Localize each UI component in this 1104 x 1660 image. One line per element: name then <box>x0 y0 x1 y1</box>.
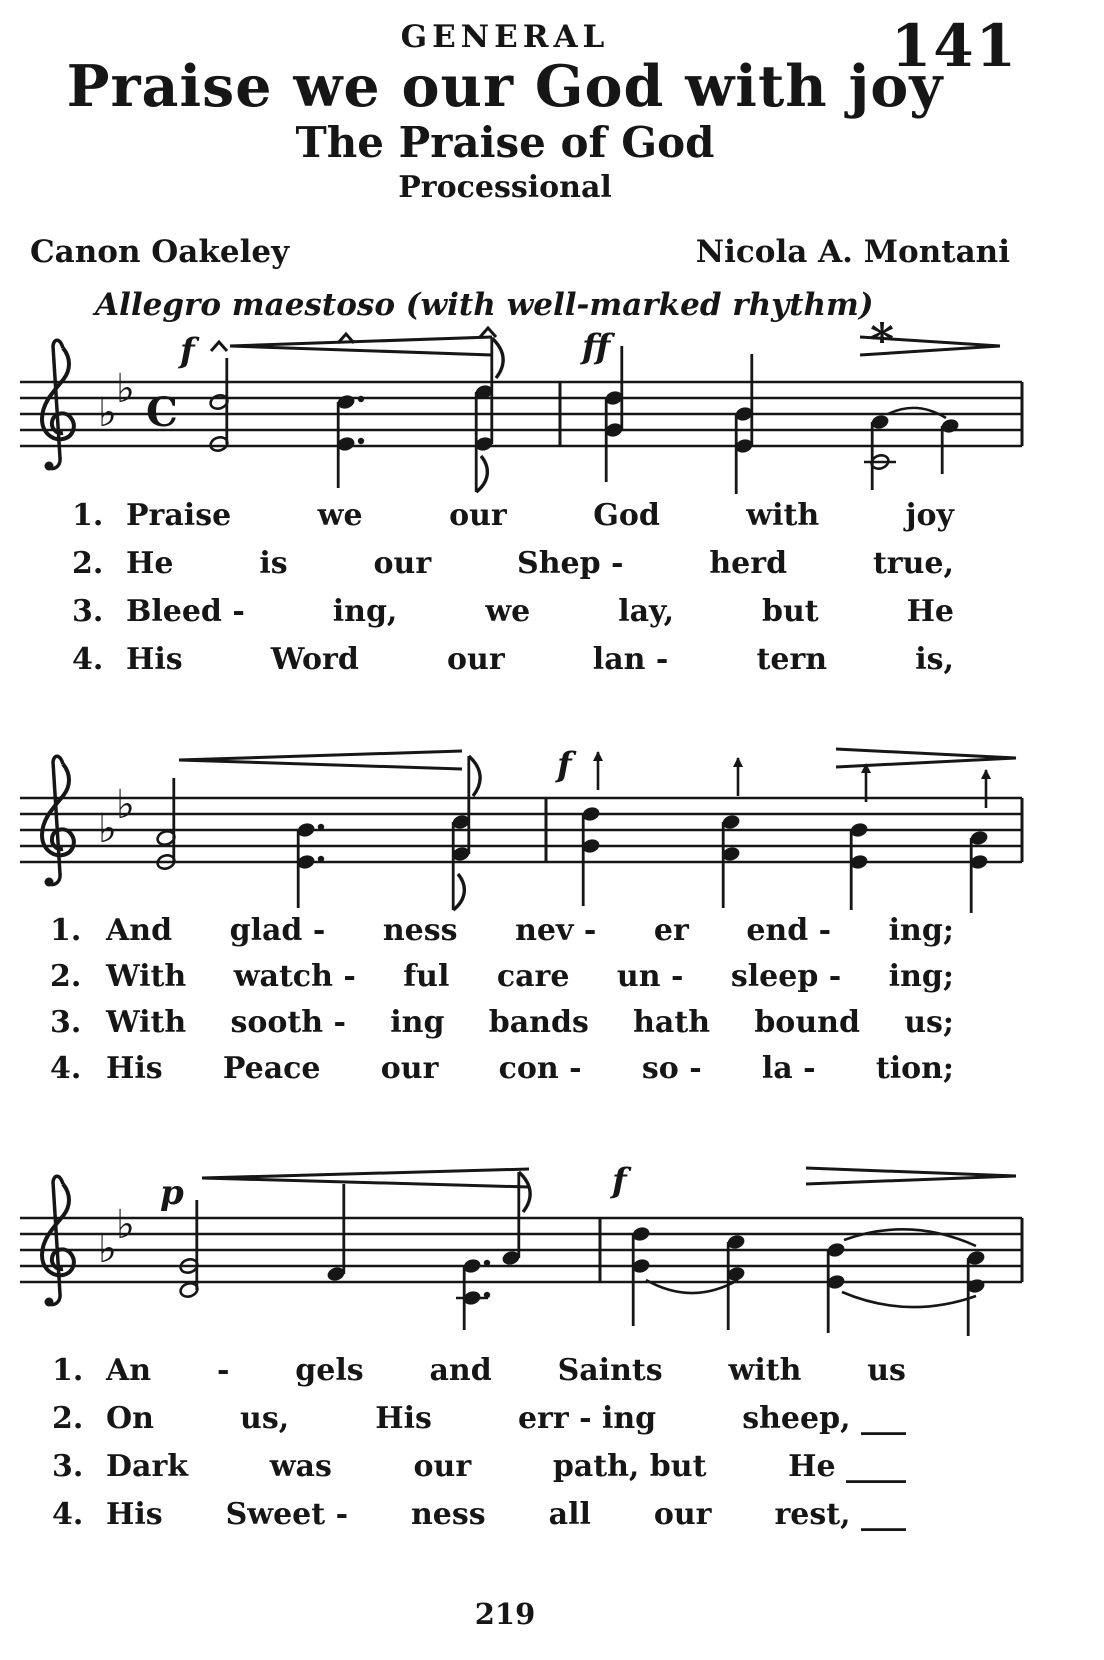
lyric-token: our <box>447 642 505 677</box>
eighth-flag <box>519 1172 530 1212</box>
flat-sign: ♭ <box>98 390 117 436</box>
header <box>0 0 1010 208</box>
tie <box>844 1229 976 1246</box>
lyric-token: rest, ___ <box>774 1497 906 1532</box>
lyric-token: us; <box>904 1005 954 1040</box>
verse-number: 4. <box>72 642 104 677</box>
lyric-token: sooth - <box>230 1005 346 1040</box>
lyric-token: path, but <box>552 1449 707 1484</box>
lyric-token: us, <box>240 1401 290 1436</box>
decrescendo-hairpin <box>836 758 1016 767</box>
dynamic-marking: p <box>160 1173 184 1213</box>
lyric-token: God <box>593 498 660 533</box>
lyric-token: He ____ <box>788 1449 906 1484</box>
lyric-token: with <box>728 1353 802 1388</box>
lyric-token: Praise <box>126 498 232 533</box>
lyric-token: ness <box>382 913 458 948</box>
lyric-token: With <box>106 959 187 994</box>
verse-number: 1. <box>52 1353 84 1388</box>
lyric-token: He <box>126 546 174 581</box>
half-notehead <box>209 435 229 452</box>
augmentation-dot <box>484 1260 490 1266</box>
augmentation-dot <box>484 1292 490 1298</box>
lyric-words <box>126 540 954 588</box>
dynamic-marking: f <box>612 1161 627 1201</box>
flat-sign: ♭ <box>116 782 135 828</box>
section-heading: GENERAL <box>400 19 610 55</box>
lyric-token: is, <box>915 642 954 677</box>
dynamic-marking: f <box>557 745 572 785</box>
lyric-words <box>126 588 954 636</box>
slur <box>842 1292 976 1307</box>
lyric-token: our <box>449 498 507 533</box>
lyric-words <box>106 1347 906 1395</box>
lyric-token: glad - <box>229 913 326 948</box>
lyric-token: lay, <box>618 594 675 629</box>
lyric-words <box>106 954 954 1000</box>
lyric-token: ing, <box>332 594 398 629</box>
treble-clef-icon <box>42 756 74 886</box>
decrescendo-hairpin <box>836 749 1016 758</box>
lyric-token: with <box>746 498 820 533</box>
lyric-token: is <box>259 546 288 581</box>
lyric-token: so - <box>641 1051 702 1086</box>
lyric-token: tion; <box>875 1051 954 1086</box>
lyric-words <box>126 636 954 684</box>
hymn-number: 141 <box>890 12 1018 80</box>
lyric-token: la - <box>761 1051 816 1086</box>
lyric-token: our <box>373 546 432 581</box>
hymn-title: Praise we our God with joy <box>66 53 944 120</box>
lyric-token: Shep - <box>517 546 624 581</box>
lyric-token: He <box>906 594 954 629</box>
verse-number: 3. <box>50 1005 82 1040</box>
lyric-token: un - <box>616 959 684 994</box>
lyric-token: ing; <box>888 959 954 994</box>
eighth-flag <box>476 456 487 492</box>
lyric-token: On <box>106 1401 154 1436</box>
marcato-star-icon: * <box>869 322 895 367</box>
treble-clef-icon <box>42 1176 74 1306</box>
lyric-token: hath <box>633 1005 711 1040</box>
lyric-words <box>126 492 954 540</box>
lyric-token: sheep, ___ <box>742 1401 906 1436</box>
hymn-subtitle: The Praise of God <box>295 118 715 167</box>
lyric-row <box>0 1347 1104 1395</box>
lyric-row <box>0 588 1104 636</box>
half-notehead <box>179 1281 199 1298</box>
lyric-token: bound <box>754 1005 860 1040</box>
augmentation-dot <box>358 438 364 444</box>
lyric-token: Dark <box>106 1449 189 1484</box>
lyric-words <box>106 1000 954 1046</box>
lyric-token: Sweet - <box>225 1497 349 1532</box>
decrescendo-hairpin <box>806 1176 1016 1184</box>
lyric-token: care <box>496 959 570 994</box>
lyric-token: lan - <box>592 642 669 677</box>
lyric-words <box>106 1395 906 1443</box>
lyric-token: we <box>317 498 363 533</box>
lyric-token: sleep - <box>730 959 842 994</box>
lyric-token: con - <box>498 1051 582 1086</box>
lyric-token: our <box>413 1449 472 1484</box>
lyric-token: His <box>126 642 183 677</box>
composer-credit: Nicola A. Montani <box>695 234 1010 270</box>
lyric-row <box>0 1491 1104 1539</box>
lyrics-system-2 <box>0 908 1104 1092</box>
lyric-row <box>0 1395 1104 1443</box>
lyric-token: our <box>380 1051 439 1086</box>
lyric-token: our <box>653 1497 712 1532</box>
flat-sign: ♭ <box>116 1202 135 1248</box>
eighth-flag <box>492 338 503 378</box>
crescendo-hairpin <box>230 337 492 346</box>
lyric-token: Word <box>270 642 359 677</box>
lyric-token: nev - <box>515 913 597 948</box>
verse-number: 3. <box>72 594 104 629</box>
lyric-token: Peace <box>222 1051 321 1086</box>
decrescendo-hairpin <box>806 1168 1016 1176</box>
crescendo-hairpin <box>230 346 492 355</box>
verse-number: 2. <box>72 546 104 581</box>
music-system-1 <box>14 322 1034 517</box>
lyric-token: - <box>216 1353 230 1388</box>
verse-number: 1. <box>50 913 82 948</box>
lyric-token: er <box>653 913 689 948</box>
accent-arrow-icon <box>593 751 603 761</box>
lyric-token: joy <box>905 498 954 533</box>
verse-number: 2. <box>50 959 82 994</box>
byline <box>0 234 1010 270</box>
verse-number: 4. <box>52 1497 84 1532</box>
lyric-token: His <box>106 1051 163 1086</box>
lyric-token: we <box>485 594 531 629</box>
lyric-token: ful <box>403 959 450 994</box>
lyric-row <box>0 492 1104 540</box>
lyric-token: bands <box>488 1005 589 1040</box>
lyric-token: Saints <box>557 1353 663 1388</box>
flat-sign: ♭ <box>98 1226 117 1272</box>
lyric-token: His <box>375 1401 432 1436</box>
lyric-token: watch - <box>233 959 356 994</box>
lyric-token: His <box>106 1497 163 1532</box>
lyric-row <box>0 1046 1104 1092</box>
lyric-token: Bleed - <box>126 594 245 629</box>
verse-number: 3. <box>52 1449 84 1484</box>
lyric-row <box>0 540 1104 588</box>
lyric-words <box>106 908 954 954</box>
music-system-2 <box>14 738 1034 933</box>
accent-arrow-icon <box>733 757 743 767</box>
dynamic-marking: ff <box>582 327 611 367</box>
page-number: 219 <box>474 1597 536 1631</box>
lyric-token: but <box>761 594 819 629</box>
lyric-words <box>106 1443 906 1491</box>
lyric-token: true, <box>872 546 954 581</box>
lyric-token: gels <box>295 1353 364 1388</box>
lyric-row <box>0 1000 1104 1046</box>
crescendo-hairpin <box>179 760 462 769</box>
lyric-token: With <box>106 1005 187 1040</box>
accent-caret-icon <box>211 342 227 351</box>
lyric-token: herd <box>709 546 788 581</box>
eighth-flag <box>469 756 480 796</box>
lyric-token: end - <box>746 913 832 948</box>
lyric-token: ing; <box>888 913 954 948</box>
tempo-marking: Allegro maestoso (with well-marked rhythm) <box>95 287 874 323</box>
lyric-token: and <box>429 1353 492 1388</box>
common-time-signature: C <box>146 389 178 436</box>
lyric-row <box>0 908 1104 954</box>
augmentation-dot <box>358 396 364 402</box>
lyric-row <box>0 636 1104 684</box>
lyric-token: ness <box>411 1497 486 1532</box>
eighth-flag <box>453 874 464 910</box>
hymn-category: Processional <box>398 170 612 205</box>
crescendo-hairpin <box>179 751 462 760</box>
crescendo-hairpin <box>202 1169 529 1178</box>
verse-number: 4. <box>50 1051 82 1086</box>
treble-clef-icon <box>42 340 74 470</box>
author-credit: Canon Oakeley <box>30 234 290 270</box>
lyric-token: ing <box>390 1005 445 1040</box>
augmentation-dot <box>318 856 324 862</box>
lyric-words <box>106 1491 906 1539</box>
lyric-token: An <box>106 1353 152 1388</box>
lyric-token: tern <box>756 642 828 677</box>
verse-number: 2. <box>52 1401 84 1436</box>
lyric-token: err - ing <box>517 1401 657 1436</box>
flat-sign: ♭ <box>116 366 135 412</box>
flat-sign: ♭ <box>98 806 117 852</box>
lyric-token: And <box>106 913 173 948</box>
lyrics-system-1 <box>0 492 1104 684</box>
lyric-token: us <box>867 1353 906 1388</box>
dynamic-marking: f <box>180 331 195 371</box>
music-system-3 <box>14 1158 1034 1363</box>
augmentation-dot <box>318 824 324 830</box>
crescendo-hairpin <box>202 1178 529 1187</box>
lyric-token: all <box>548 1497 591 1532</box>
lyric-row <box>0 1443 1104 1491</box>
lyric-token: was <box>269 1449 332 1484</box>
lyric-row <box>0 954 1104 1000</box>
accent-arrow-icon <box>981 769 991 779</box>
lyrics-system-3 <box>0 1347 1104 1539</box>
lyric-words <box>106 1046 954 1092</box>
verse-number: 1. <box>72 498 104 533</box>
